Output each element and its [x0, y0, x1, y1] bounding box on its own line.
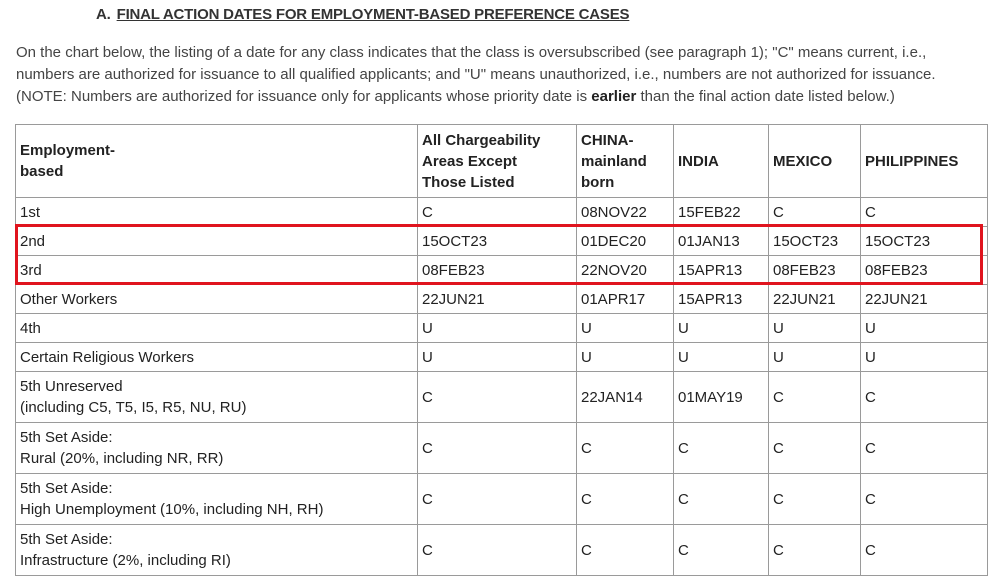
cell-line: 1st [20, 203, 41, 221]
section-letter: A. [96, 6, 111, 23]
date-cell-philippines: U [861, 314, 988, 343]
date-cell-china: 08NOV22 [577, 198, 674, 227]
cell-line: mainland [581, 152, 647, 170]
date-cell-mexico: C [769, 423, 861, 474]
cell-line: 5th Set Aside: [20, 480, 113, 497]
date-cell-china: C [577, 474, 674, 525]
category-cell [16, 343, 418, 372]
final-action-dates-table [15, 124, 988, 576]
header-philippines [861, 125, 988, 198]
date-cell-india: 15FEB22 [674, 198, 769, 227]
table-row [16, 423, 988, 474]
date-cell-india: U [674, 314, 769, 343]
cell-line: (including C5, T5, I5, R5, NU, RU) [20, 399, 247, 416]
header-mexico [769, 125, 861, 198]
cell-line: based [20, 163, 64, 180]
date-cell-philippines: C [861, 198, 988, 227]
category-cell [16, 256, 418, 285]
cell-line: INDIA [678, 152, 719, 170]
intro-bold-word: earlier [591, 88, 637, 105]
header-china [577, 125, 674, 198]
date-cell-china: C [577, 423, 674, 474]
table-body [16, 198, 988, 576]
date-cell-philippines: C [861, 474, 988, 525]
category-cell [16, 372, 418, 423]
date-cell-philippines: U [861, 343, 988, 372]
date-cell-all-chargeability: C [418, 198, 577, 227]
date-cell-mexico: 08FEB23 [769, 256, 861, 285]
date-cell-india: C [674, 525, 769, 576]
cell-line: 4th [20, 319, 41, 337]
category-cell [16, 285, 418, 314]
cell-line: High Unemployment (10%, including NH, RH) [20, 501, 324, 518]
date-cell-all-chargeability: C [418, 372, 577, 423]
cell-line: 5th Unreserved [20, 378, 123, 395]
table-row [16, 285, 988, 314]
cell-line: born [581, 173, 615, 191]
table-row [16, 314, 988, 343]
date-cell-mexico: 15OCT23 [769, 227, 861, 256]
intro-text-after: than the final action date listed below.) [636, 88, 895, 105]
date-cell-china: 01APR17 [577, 285, 674, 314]
cell-line: 5th Set Aside: [20, 531, 113, 548]
cell-line: CHINA- [581, 131, 634, 149]
cell-line: MEXICO [773, 152, 833, 170]
cell-line: 2nd [20, 232, 46, 250]
date-cell-mexico: 22JUN21 [769, 285, 861, 314]
section-heading [96, 6, 629, 23]
cell-line: Employment- [20, 142, 116, 159]
header-category [16, 125, 418, 198]
date-cell-mexico: C [769, 198, 861, 227]
category-cell [16, 227, 418, 256]
date-cell-all-chargeability: C [418, 474, 577, 525]
category-cell [16, 423, 418, 474]
category-cell [16, 474, 418, 525]
date-cell-all-chargeability: U [418, 314, 577, 343]
category-cell [16, 525, 418, 576]
date-cell-philippines: 22JUN21 [861, 285, 988, 314]
cell-line: 5th Set Aside: [20, 429, 113, 446]
date-cell-all-chargeability: 15OCT23 [418, 227, 577, 256]
table-row [16, 474, 988, 525]
category-cell [16, 198, 418, 227]
table-row [16, 256, 988, 285]
date-cell-all-chargeability: C [418, 423, 577, 474]
table-row [16, 198, 988, 227]
date-cell-philippines: 15OCT23 [861, 227, 988, 256]
table-row [16, 227, 988, 256]
date-cell-india: 15APR13 [674, 285, 769, 314]
date-cell-china: 22NOV20 [577, 256, 674, 285]
section-title: FINAL ACTION DATES FOR EMPLOYMENT-BASED PREFERENCE CASES [116, 6, 630, 23]
date-cell-all-chargeability: C [418, 525, 577, 576]
intro-paragraph [16, 42, 981, 108]
category-cell [16, 314, 418, 343]
date-cell-mexico: C [769, 474, 861, 525]
date-cell-china: U [577, 314, 674, 343]
date-cell-india: 01MAY19 [674, 372, 769, 423]
header-india [674, 125, 769, 198]
date-cell-philippines: C [861, 372, 988, 423]
cell-line: Those Listed [422, 173, 515, 191]
date-cell-mexico: U [769, 314, 861, 343]
date-cell-india: 15APR13 [674, 256, 769, 285]
intro-text-before: On the chart below, the listing of a date for any class indicates that the class is oversubscribed (see paragraph 1); "C" means current, i.e., numbers are authorized for issuance to all qualified applicants; and "U" means unauthorized, i.e., numbers are not authorized for issuance. (NOTE: Numbers are authorized for issuance only for applicants whose priority date is [16, 44, 936, 105]
date-cell-all-chargeability: 08FEB23 [418, 256, 577, 285]
cell-line: Rural (20%, including NR, RR) [20, 450, 224, 467]
header-row [16, 125, 988, 198]
cell-line: 3rd [20, 261, 42, 279]
date-cell-all-chargeability: 22JUN21 [418, 285, 577, 314]
date-cell-mexico: U [769, 343, 861, 372]
date-cell-india: 01JAN13 [674, 227, 769, 256]
table-row [16, 343, 988, 372]
date-cell-philippines: C [861, 423, 988, 474]
date-cell-china: 22JAN14 [577, 372, 674, 423]
date-cell-china: U [577, 343, 674, 372]
date-cell-philippines: C [861, 525, 988, 576]
cell-line: Areas Except [422, 152, 518, 170]
date-cell-all-chargeability: U [418, 343, 577, 372]
header-all-chargeability [418, 125, 577, 198]
cell-line: Certain Religious Workers [20, 348, 194, 366]
date-cell-india: C [674, 474, 769, 525]
table-row [16, 372, 988, 423]
date-cell-mexico: C [769, 372, 861, 423]
date-cell-india: U [674, 343, 769, 372]
cell-line: PHILIPPINES [865, 152, 959, 170]
date-cell-india: C [674, 423, 769, 474]
date-cell-china: C [577, 525, 674, 576]
cell-line: Infrastructure (2%, including RI) [20, 552, 231, 569]
date-cell-philippines: 08FEB23 [861, 256, 988, 285]
date-cell-china: 01DEC20 [577, 227, 674, 256]
date-cell-mexico: C [769, 525, 861, 576]
cell-line: All Chargeability [422, 131, 541, 149]
table-row [16, 525, 988, 576]
cell-line: Other Workers [20, 290, 118, 308]
